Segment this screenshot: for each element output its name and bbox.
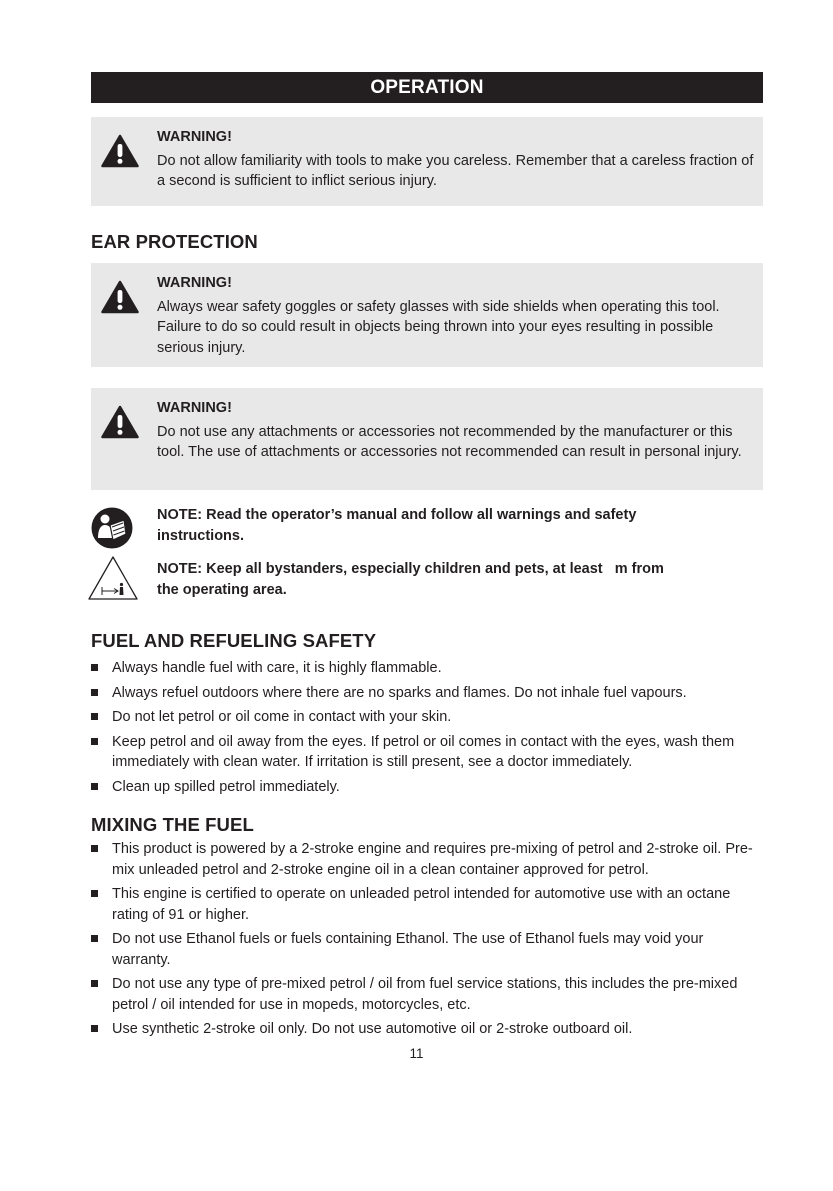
list-item-text: Do not use any type of pre-mixed petrol / oil from fuel service stations, this includes the pre-mixed petrol / oil intended for use in mopeds, motorcycles, etc. [112,976,738,1013]
list-item-text: Always handle fuel with care, it is highly flammable. [112,660,442,676]
bullet-square-icon [91,980,98,987]
note-text: NOTE: Read the operator’s manual and follow all warnings and safety instructions. [157,507,637,544]
list-item-text: Keep petrol and oil away from the eyes. If petrol or oil comes in contact with the eyes, wash them immediately with clean water. If irritation is still present, see a doctor immediately. [112,733,735,770]
list-item [91,732,763,773]
ear-protection-heading: EAR PROTECTION [91,231,258,252]
bullet-square-icon [91,783,98,790]
warning-triangle-icon [91,388,157,490]
fuel-safety-list [91,658,763,797]
list-item [91,974,763,1015]
warning-box-careless [91,117,763,206]
list-item-text: This engine is certified to operate on unleaded petrol intended for automotive use with an octane rating of 91 or higher. [112,886,731,923]
warning-text: Always wear safety goggles or safety glasses with side shields when operating this tool. Failure to do so could result in objects being thrown into your eyes resulting in possible serious injury. [157,298,720,356]
list-item-text: Use synthetic 2-stroke oil only. Do not use automotive oil or 2-stroke outboard oil. [112,1021,633,1037]
warning-content [157,263,763,367]
list-item-text: Clean up spilled petrol immediately. [112,778,340,795]
bullet-square-icon [91,713,98,720]
list-item-text: This product is powered by a 2-stroke engine and requires pre-mixing of petrol and 2-stroke oil. Pre-mix unleaded petrol and 2-stroke engine oil in a clean container approved for petrol. [112,841,753,878]
list-item [91,777,763,798]
list-item [91,658,763,679]
bullet-square-icon [91,1025,98,1032]
list-item [91,839,763,880]
mixing-fuel-heading: MIXING THE FUEL [91,814,254,835]
list-item-text: Always refuel outdoors where there are no sparks and flames. Do not inhale fuel vapours. [112,684,687,701]
warning-title: WARNING! [157,129,232,145]
bystander-distance-icon [91,558,157,610]
list-item [91,683,763,704]
note-bystanders [91,558,763,610]
warning-title: WARNING! [157,275,232,291]
list-item [91,884,763,925]
warning-text: Do not use any attachments or accessories not recommended by the manufacturer or this tool. The use of attachments or accessories not recommended can result in personal injury. [157,423,742,460]
warning-content [157,388,763,490]
bullet-square-icon [91,738,98,745]
warning-triangle-icon [91,263,157,367]
warning-text: Do not allow familiarity with tools to make you careless. Remember that a careless fraction of a second is sufficient to inflict serious injury. [157,152,754,189]
mixing-fuel-list [91,839,763,1040]
section-header-bar: OPERATION [91,72,763,103]
list-item-text: Do not let petrol or oil come in contact with your skin. [112,709,452,725]
list-item [91,1019,763,1040]
bullet-square-icon [91,935,98,942]
bullet-square-icon [91,890,98,897]
list-item [91,707,763,728]
list-item [91,929,763,970]
bullet-square-icon [91,664,98,671]
warning-title: WARNING! [157,400,232,416]
bullet-square-icon [91,689,98,696]
manual-page [91,72,763,1044]
warning-box-attachments [91,388,763,490]
list-item-text: Do not use Ethanol fuels or fuels containing Ethanol. The use of Ethanol fuels may void your warranty. [112,931,704,968]
read-manual-icon [91,504,157,554]
warning-triangle-icon [91,117,157,206]
bullet-square-icon [91,845,98,852]
warning-box-eye-protection [91,263,763,367]
warning-content [157,117,763,206]
page-number: 11 [409,1046,424,1061]
note-text: NOTE: Keep all bystanders, especially children and pets, at least m from the operating area. [157,561,668,598]
note-read-manual [91,504,763,554]
fuel-safety-heading: FUEL AND REFUELING SAFETY [91,630,377,651]
